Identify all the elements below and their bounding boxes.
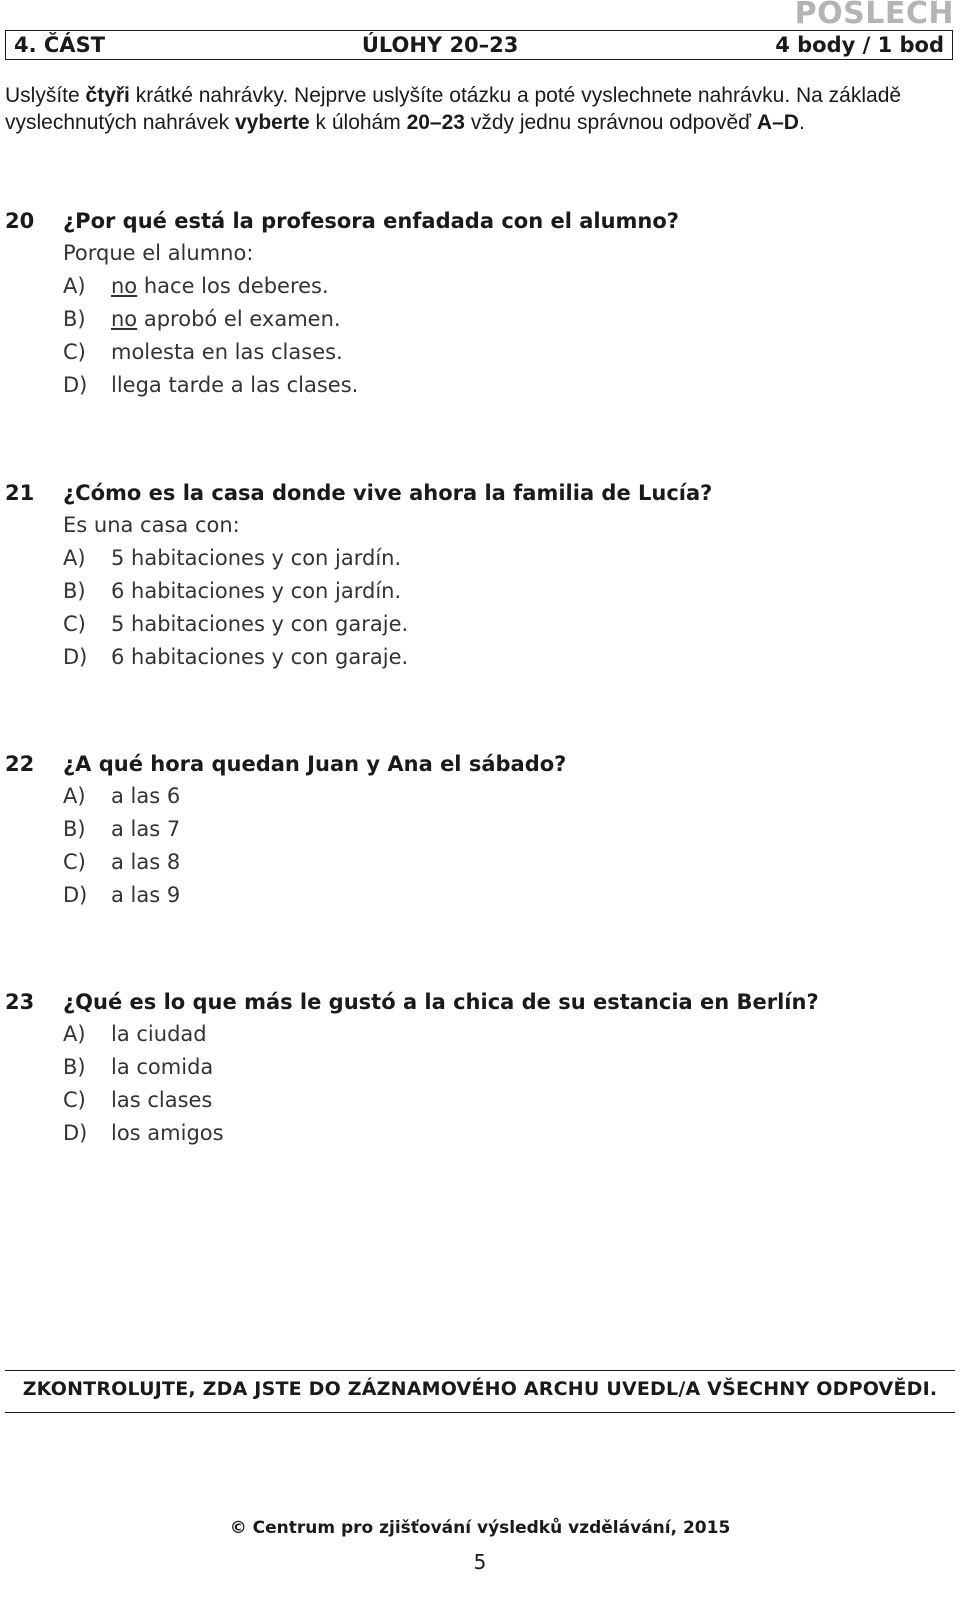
option-text: 6 habitaciones y con garaje. [111, 645, 409, 669]
option-a[interactable] [63, 780, 925, 813]
option-c[interactable] [63, 1084, 925, 1117]
question-22 [5, 748, 925, 912]
intro-bold: A–D [756, 111, 799, 134]
option-text: a las 9 [111, 883, 181, 907]
option-text: la ciudad [111, 1022, 207, 1046]
divider-top [5, 1370, 955, 1371]
question-heading [5, 748, 925, 780]
intro-text: vždy jednu správnou odpověď [464, 111, 757, 134]
option-a[interactable] [63, 1018, 925, 1051]
option-text: a las 8 [111, 850, 181, 874]
intro-text: k úlohám [309, 111, 407, 134]
option-d[interactable] [63, 641, 925, 674]
option-letter: A) [63, 274, 86, 298]
option-letter: B) [63, 579, 86, 603]
question-21 [5, 477, 925, 674]
option-letter: C) [63, 1088, 86, 1112]
option-b[interactable] [63, 1051, 925, 1084]
option-d[interactable] [63, 1117, 925, 1150]
option-letter: A) [63, 784, 86, 808]
option-letter: A) [63, 546, 86, 570]
option-text: hace los deberes. [137, 274, 329, 298]
question-lead: Es una casa con: [63, 513, 240, 537]
option-text: las clases [111, 1088, 213, 1112]
question-heading [5, 205, 925, 237]
option-text: molesta en las clases. [111, 340, 343, 364]
question-number: 23 [5, 990, 35, 1014]
option-b[interactable] [63, 303, 925, 336]
option-text: la comida [111, 1055, 214, 1079]
page-number: 5 [473, 1550, 487, 1574]
intro-text: Uslyšíte [5, 84, 86, 107]
question-heading [5, 986, 925, 1018]
intro-bold: 20–23 [406, 111, 465, 134]
question-number: 20 [5, 209, 35, 233]
question-text: ¿A qué hora quedan Juan y Ana el sábado? [63, 752, 567, 776]
option-letter: A) [63, 1022, 86, 1046]
intro-bold: čtyři [85, 84, 130, 107]
intro-bold: vyberte [234, 111, 310, 134]
tasks-range: ÚLOHY 20–23 [361, 33, 519, 57]
option-underlined: no [111, 307, 138, 331]
option-text: 6 habitaciones y con jardín. [111, 579, 402, 603]
option-c[interactable] [63, 846, 925, 879]
question-heading [5, 477, 925, 509]
question-lead: Porque el alumno: [63, 241, 254, 265]
option-letter: D) [63, 1121, 88, 1145]
option-letter: B) [63, 307, 86, 331]
option-letter: D) [63, 645, 88, 669]
question-23 [5, 986, 925, 1150]
option-d[interactable] [63, 879, 925, 912]
option-text: 5 habitaciones y con garaje. [111, 612, 409, 636]
option-d[interactable] [63, 369, 925, 402]
option-letter: C) [63, 340, 86, 364]
check-answers-note: ZKONTROLUJTE, ZDA JSTE DO ZÁZNAMOVÉHO ARCHU UVEDL/A VŠECHNY ODPOVĚDI. [22, 1378, 938, 1400]
part-title: 4. ČÁST [14, 33, 106, 57]
option-text: llega tarde a las clases. [111, 373, 359, 397]
question-text: ¿Por qué está la profesora enfadada con el alumno? [63, 209, 679, 233]
option-c[interactable] [63, 336, 925, 369]
option-b[interactable] [63, 813, 925, 846]
option-underlined: no [111, 274, 138, 298]
question-number: 21 [5, 481, 35, 505]
option-b[interactable] [63, 575, 925, 608]
option-text: los amigos [111, 1121, 224, 1145]
option-text: aprobó el examen. [137, 307, 341, 331]
part-header [5, 30, 953, 60]
section-label: POSLECH [794, 0, 954, 31]
question-20 [5, 205, 925, 402]
option-a[interactable] [63, 542, 925, 575]
option-text: 5 habitaciones y con jardín. [111, 546, 402, 570]
option-letter: D) [63, 373, 88, 397]
option-letter: D) [63, 883, 88, 907]
question-text: ¿Cómo es la casa donde vive ahora la familia de Lucía? [63, 481, 713, 505]
copyright-line: © Centrum pro zjišťování výsledků vzdělávání, 2015 [229, 1518, 731, 1538]
question-number: 22 [5, 752, 35, 776]
points-info: 4 body / 1 bod [775, 33, 944, 57]
instructions [5, 82, 905, 136]
question-text: ¿Qué es lo que más le gustó a la chica de su estancia en Berlín? [63, 990, 819, 1014]
option-text: a las 6 [111, 784, 181, 808]
intro-text: krátké nahrávky. Nejprve uslyšíte otázku a poté vyslechnete nahrávku. Na základě vyslechnutých nahrávek [5, 84, 902, 134]
option-letter: B) [63, 1055, 86, 1079]
option-a[interactable] [63, 270, 925, 303]
option-letter: C) [63, 612, 86, 636]
divider-bottom [5, 1412, 955, 1413]
option-letter: C) [63, 850, 86, 874]
option-c[interactable] [63, 608, 925, 641]
option-text: a las 7 [111, 817, 181, 841]
option-letter: B) [63, 817, 86, 841]
intro-text: . [798, 111, 805, 134]
